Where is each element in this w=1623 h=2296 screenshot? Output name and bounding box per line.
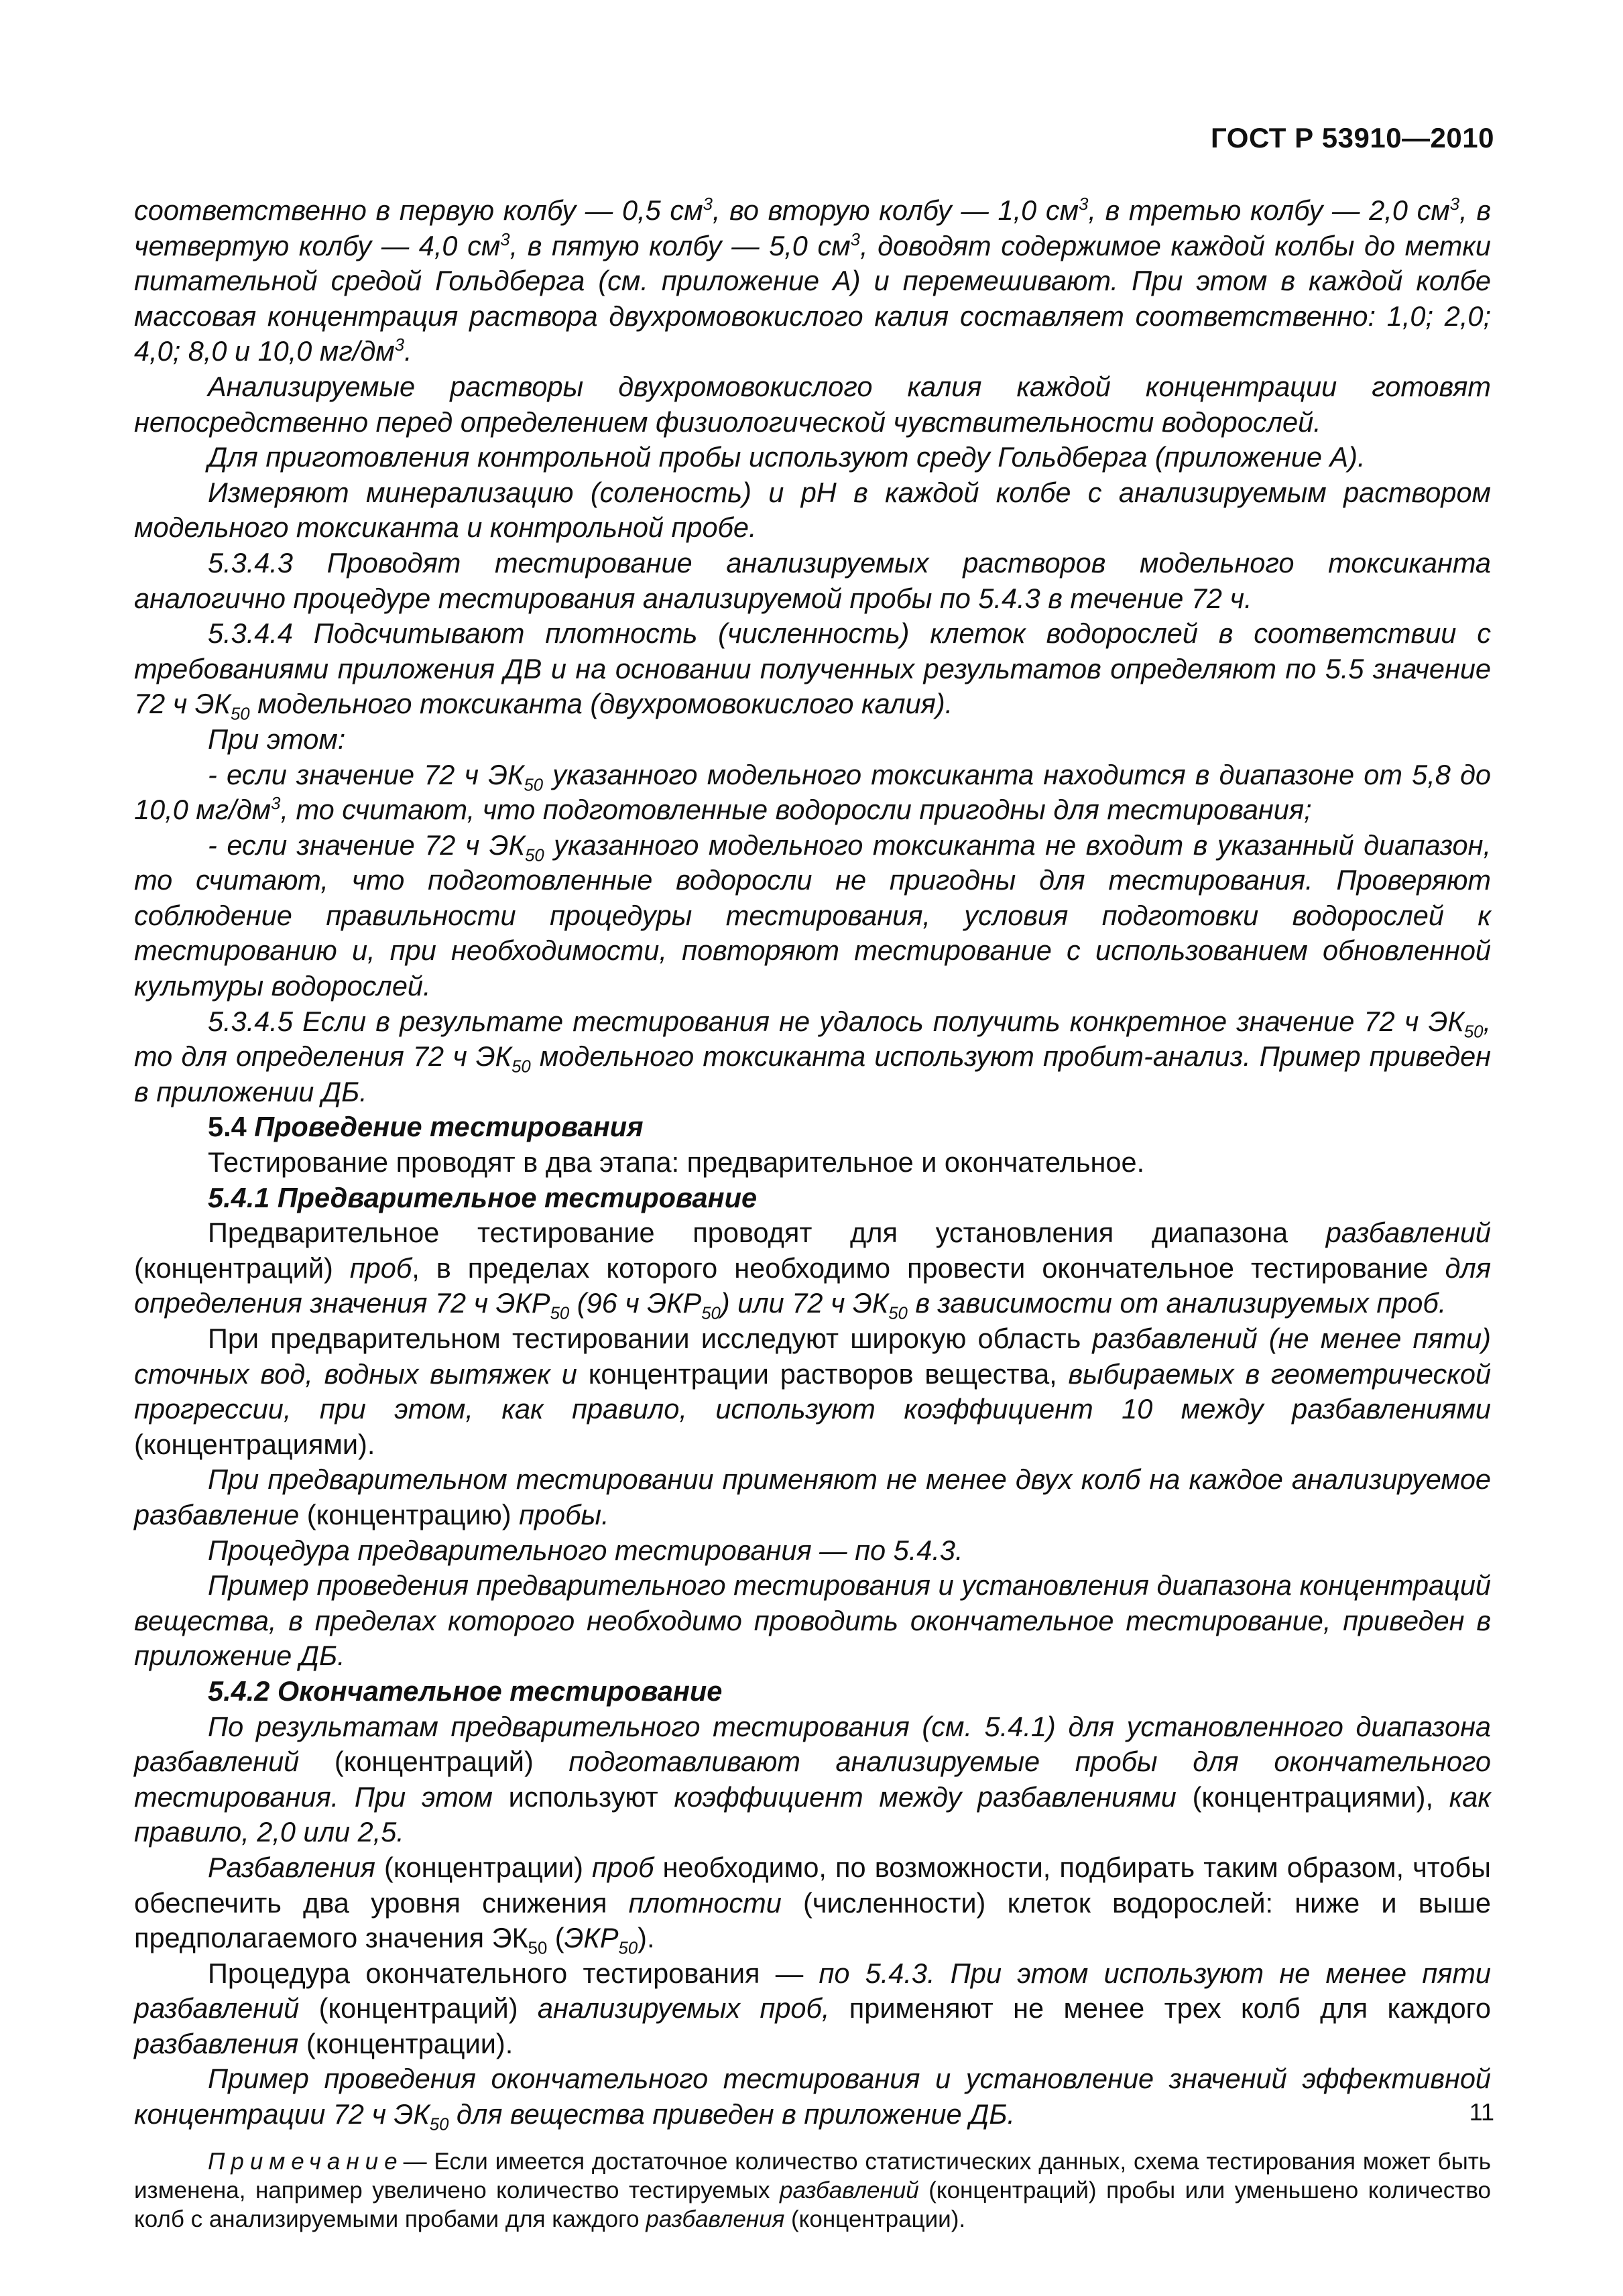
- text: 5.3.4.4 Подсчитывают плотность (численность) клеток водорослей в соответствии с требованиями приложения ДВ и на основании полученных результатов определяют по 5.5 значение 72 ч ЭК: [134, 617, 1491, 720]
- text: как правило, 2,0 или 2,5.: [134, 1780, 1491, 1848]
- paragraph: Анализируемые растворы двухромовокислого калия каждой концентрации готовят непосредственно перед определением физиологической чувствительности водорослей.: [134, 370, 1491, 438]
- text: разбавлений: [1325, 1217, 1491, 1249]
- subscript: 50: [230, 705, 250, 724]
- superscript: 3: [271, 794, 281, 814]
- subscript: 50: [701, 1304, 721, 1323]
- text: , то считают, что подготовленные водоросли пригодны для тестирования;: [280, 794, 1312, 826]
- text: (концентрации): [375, 1851, 593, 1883]
- paragraph: [134, 2061, 1491, 2132]
- text: по 5.4.3. При этом используют не менее пяти разбавлений: [134, 1957, 1491, 2025]
- superscript: 3: [1079, 195, 1089, 215]
- text: (концентрацию): [299, 1498, 520, 1530]
- text: подготавливают анализируемые пробы для окончательного тестирования. При этом: [134, 1746, 1491, 1813]
- text: , в пределах которого необходимо провести окончательное тестирование: [412, 1252, 1445, 1284]
- text: По результатам предварительного тестирования (см. 5.4.1) для установленного диапазона разбавлений: [134, 1710, 1491, 1778]
- text: — Если имеется достаточное количество статистических данных, схема тестирования может быть изменена, например увеличено количество тестируемых: [134, 2148, 1491, 2203]
- text: разбавлений (не менее пяти) сточных вод, водных вытяжек и: [134, 1323, 1491, 1390]
- paragraph-5-3-4-4: [134, 616, 1491, 722]
- paragraph: При этом:: [208, 723, 346, 755]
- text: в зависимости от анализируемых проб.: [907, 1287, 1447, 1319]
- subscript: 50: [550, 1304, 570, 1323]
- text: анализируемых проб,: [537, 1992, 830, 2025]
- text: , то для определения 72 ч ЭК: [134, 1005, 1491, 1073]
- text: разбавления: [646, 2206, 785, 2232]
- subscript: 50: [528, 1939, 548, 1958]
- paragraph: Тестирование проводят в два этапа: предварительное и окончательное.: [208, 1146, 1145, 1179]
- text: Предварительное тестирование проводят для установления диапазона: [208, 1217, 1326, 1249]
- text: (концентрациями),: [1176, 1780, 1449, 1813]
- subscript: 50: [524, 775, 544, 794]
- text: , в четвертую колбу — 4,0 см: [134, 194, 1491, 261]
- paragraph: [134, 1709, 1491, 1850]
- superscript: 3: [850, 230, 860, 249]
- superscript: 3: [500, 230, 510, 249]
- text: ).: [638, 1922, 655, 1954]
- page-number: 11: [1469, 2098, 1494, 2126]
- section-heading-5-4-2: 5.4.2 Окончательное тестирование: [208, 1675, 723, 1707]
- text: разбавления: [134, 2027, 299, 2059]
- subscript: 50: [429, 2115, 449, 2134]
- text: для определения значения 72 ч ЭКР: [134, 1252, 1491, 1319]
- text: ЭКР: [564, 1922, 619, 1954]
- text: Разбавления: [208, 1851, 375, 1883]
- subscript: 50: [888, 1304, 908, 1323]
- text: ) или 72 ч ЭК: [720, 1287, 889, 1319]
- text: , доводят содержимое каждой колбы до метки питательной средой Гольдберга (см. приложение А) и перемешивают. При этом в каждой колбе массовая концентрация раствора двухромовокислого калия составляет соответственно: 1,0; 2,0; 4,0; 8,0 и 10,0 мг/дм: [134, 229, 1491, 367]
- paragraph: [134, 1956, 1491, 2062]
- subscript: 50: [618, 1939, 638, 1958]
- text: указанного модельного токсиканта не входит в указанный диапазон, то считают, что подготовленные водоросли не пригодны для тестирования. Проверяют соблюдение правильности процедуры тестирования, условия подготовки водорослей к тестированию и, при необходимости, повторяют тестирование с использованием обновленной культуры водорослей.: [134, 829, 1491, 1002]
- text: применяют не менее трех колб для каждого: [829, 1992, 1491, 2025]
- subscript: 50: [512, 1057, 531, 1077]
- text: концентрации растворов вещества,: [577, 1357, 1069, 1390]
- paragraph: Пример проведения предварительного тестирования и установления диапазона концентраций вещества, в пределах которого необходимо проводить окончательное тестирование, приведен в приложение ДБ.: [134, 1569, 1491, 1672]
- text: коэффициент между разбавлениями: [674, 1780, 1177, 1813]
- list-item: [134, 758, 1491, 828]
- section-heading-5-4-1: 5.4.1 Предварительное тестирование: [208, 1181, 758, 1213]
- paragraph: [134, 1321, 1491, 1462]
- text: необходимо, по возможности, подбирать таким образом, чтобы обеспечить два уровня снижения: [134, 1851, 1491, 1919]
- text: .: [404, 335, 412, 367]
- paragraph: Процедура предварительного тестирования — по 5.4.3.: [208, 1534, 963, 1566]
- text: (численности) клеток водорослей: ниже и выше предполагаемого значения ЭК: [134, 1886, 1491, 1954]
- document-header-id: ГОСТ Р 53910—2010: [1211, 122, 1494, 154]
- text: - если значение 72 ч ЭК: [208, 758, 524, 790]
- text: (концентрациями).: [134, 1428, 375, 1460]
- text: (концентрации).: [298, 2027, 514, 2059]
- text: пробы.: [519, 1498, 609, 1530]
- text: Процедура окончательного тестирования —: [208, 1957, 819, 1989]
- paragraph-5-3-4-3: 5.3.4.3 Проводят тестирование анализируемых растворов модельного токсиканта аналогично процедуре тестирования анализируемой пробы по 5.4.3 в течение 72 ч.: [134, 546, 1491, 614]
- text: (концентраций): [134, 1252, 350, 1284]
- paragraph: [134, 1462, 1491, 1532]
- text: (96 ч ЭКР: [569, 1287, 702, 1319]
- subscript: 50: [525, 845, 544, 865]
- note: [134, 2147, 1491, 2234]
- section-number: 5.4: [208, 1111, 247, 1143]
- text: (концентрации).: [784, 2206, 966, 2232]
- section-heading-5-4: [134, 1109, 1491, 1145]
- text: модельного токсиканта используют пробит-анализ. Пример приведен в приложении ДБ.: [134, 1040, 1491, 1107]
- text: , в пятую колбу — 5,0 см: [509, 229, 851, 261]
- text: При предварительном тестировании применяют не менее двух колб на каждое анализируемое разбавление: [134, 1463, 1491, 1530]
- text: - если значение 72 ч ЭК: [208, 829, 526, 861]
- superscript: 3: [394, 336, 405, 355]
- paragraph: [134, 1215, 1491, 1321]
- text: проб: [592, 1851, 654, 1883]
- text: 5.3.4.5 Если в результате тестирования не удалось получить конкретное значение 72 ч ЭК: [208, 1005, 1464, 1037]
- paragraph: [134, 1850, 1491, 1956]
- text: модельного токсиканта (двухромовокислого калия).: [249, 688, 953, 720]
- text: используют: [492, 1780, 674, 1813]
- note-label: Примечание: [208, 2148, 404, 2175]
- paragraph: Измеряют минерализацию (соленость) и pH в каждой колбе с анализируемым раствором модельного токсиканта и контрольной пробе.: [134, 476, 1491, 544]
- subscript: 50: [1463, 1022, 1484, 1041]
- text: разбавлений: [780, 2177, 919, 2203]
- document-body: [134, 193, 1491, 2234]
- text: плотности: [628, 1886, 782, 1919]
- text: (концентраций) пробы или уменьшено количество колб с анализируемыми пробами для каждого: [134, 2177, 1491, 2232]
- section-title: Проведение тестирования: [254, 1111, 644, 1143]
- text: (концентраций): [299, 1992, 538, 2025]
- superscript: 3: [703, 195, 713, 215]
- text: выбираемых в геометрической прогрессии, при этом, как правило, используют коэффициент 10 между разбавлениями: [134, 1357, 1492, 1425]
- text: для вещества приведен в приложение ДБ.: [448, 2098, 1015, 2130]
- text: (концентраций): [299, 1746, 569, 1778]
- paragraph: Для приготовления контрольной пробы используют среду Гольдберга (приложение А).: [208, 441, 1366, 473]
- paragraph-5-3-4-5: [134, 1004, 1491, 1110]
- text: , в третью колбу — 2,0 см: [1088, 194, 1450, 226]
- text: (: [547, 1922, 564, 1954]
- text: При предварительном тестировании исследуют широкую область: [208, 1323, 1093, 1354]
- text: Пример проведения окончательного тестирования и установление значений эффективной концентрации 72 ч ЭК: [134, 2063, 1491, 2130]
- list-item: [134, 828, 1491, 1004]
- text: соответственно в первую колбу — 0,5 см: [134, 194, 703, 226]
- superscript: 3: [1449, 195, 1460, 215]
- text: проб: [349, 1252, 412, 1284]
- paragraph-volumes: [134, 193, 1491, 369]
- text: , во вторую колбу — 1,0 см: [712, 194, 1079, 226]
- text: указанного модельного токсиканта находится в диапазоне от 5,8 до 10,0 мг/дм: [134, 758, 1492, 826]
